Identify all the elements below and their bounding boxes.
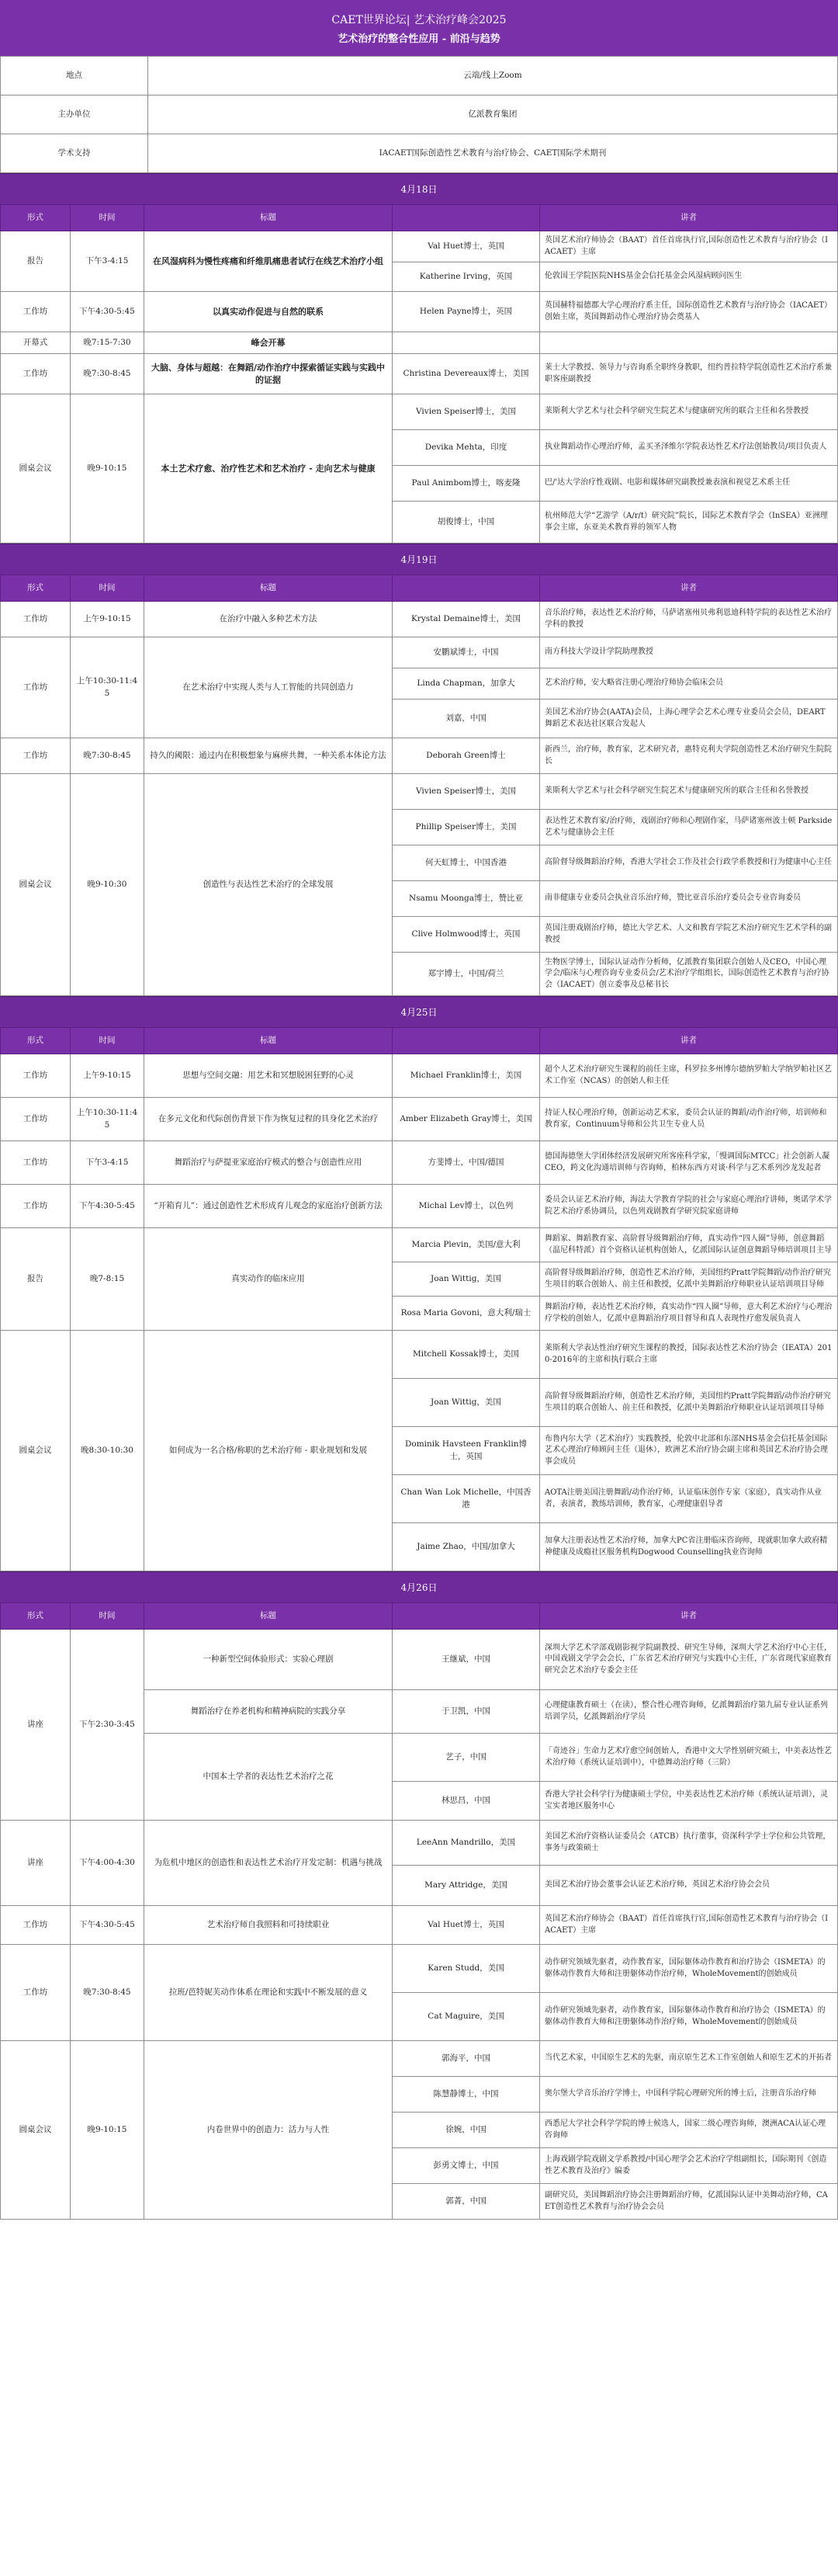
- speaker-bio: 奥尔堡大学音乐治疗学博士，中国科学院心理研究所的博士后，注册音乐治疗师: [540, 2077, 838, 2113]
- speaker-bio: AOTA注册美国注册舞蹈/动作治疗师，认证临床创作专家（家庭），真实动作从业者，表演者，教练培训师，教育家，心理健康倡导者: [540, 1475, 838, 1523]
- page-header: [0, 0, 838, 56]
- session-type: 工作坊: [1, 354, 71, 394]
- speaker-name: 胡俊博士，中国: [393, 502, 540, 543]
- session-type: 工作坊: [1, 1945, 71, 2041]
- info-value: 云端/线上Zoom: [148, 57, 838, 95]
- day-schedule-table: [0, 1602, 838, 2220]
- session-title: 在多元文化和代际创伤背景下作为恢复过程的具身化艺术治疗: [144, 1098, 393, 1141]
- speaker-bio: 高阶督导级舞蹈治疗师，香港大学社会工作及社会行政学系教授和行为健康中心主任: [540, 845, 838, 881]
- speaker-bio: 执业舞蹈动作心理治疗师，孟买圣泽维尔学院表达性艺术疗法创始教员/项目负责人: [540, 430, 838, 466]
- speaker-name: Paul Animbom博士，喀麦隆: [393, 466, 540, 502]
- speaker-name: Vivien Speiser博士，美国: [393, 394, 540, 430]
- speaker-name: 于卫凯，中国: [393, 1690, 540, 1734]
- session-title: “开箱育儿”：通过创造性艺术形成育儿观念的家庭治疗创新方法: [144, 1185, 393, 1228]
- column-header-bio: 讲者: [540, 1028, 838, 1054]
- speaker-name: 方斐博士，中国/德国: [393, 1141, 540, 1185]
- info-row: [1, 134, 838, 173]
- speaker-bio: 英国赫特福德郡大学心理治疗系主任，国际创造性艺术教育与治疗协会（IACAET）创始主席，英国舞蹈动作心理治疗协会奠基人: [540, 292, 838, 332]
- column-header-title: 标题: [144, 1603, 393, 1630]
- session-row: [1, 332, 838, 354]
- column-header-type: 形式: [1, 205, 71, 231]
- column-header-speaker-name: [393, 205, 540, 231]
- session-title: 大脑、身体与超越：在舞蹈/动作治疗中探索循证实践与实践中的证据: [144, 354, 393, 394]
- speaker-name: Linda Chapman，加拿大: [393, 668, 540, 700]
- speaker-name: 陈慧静博士，中国: [393, 2077, 540, 2113]
- speaker-name: Rosa Maria Govoni，意大利/瑞士: [393, 1297, 540, 1331]
- event-info-table: [0, 56, 838, 173]
- speaker-bio: 巴/'达大学治疗性戏剧、电影和媒体研究副教授兼表演和视觉艺术系主任: [540, 466, 838, 502]
- session-row: [1, 1630, 838, 1690]
- day-date-bar: 4月25日: [0, 996, 838, 1027]
- speaker-bio: 杭州师范大学“艺游学（A/r/t）研究院”院长，国际艺术教育学会（InSEA）亚洲理事会主席，东亚美术教育界的领军人物: [540, 502, 838, 543]
- speaker-name: 林思昌，中国: [393, 1782, 540, 1821]
- day-schedule-table: [0, 204, 838, 543]
- speaker-bio: 动作研究领域先驱者，动作教育家，国际躯体动作教育和治疗协会（ISMETA）的躯体动作教育大师和注册躯体动作治疗师，WholeMovement的创始成员: [540, 1993, 838, 2041]
- session-row: [1, 394, 838, 430]
- session-row: [1, 774, 838, 810]
- session-title: 在治疗中融入多种艺术方法: [144, 602, 393, 637]
- speaker-bio: 英国艺术治疗师协会（BAAT）首任首席执行官,国际创造性艺术教育与治疗协会（IACAET）主席: [540, 231, 838, 262]
- speaker-bio: 西悉尼大学社会科学学院的博士候选人，国家二级心理咨询师，澳洲ACA认证心理咨询师: [540, 2113, 838, 2148]
- speaker-name: Jaime Zhao，中国/加拿大: [393, 1523, 540, 1571]
- speaker-bio: 莱斯利大学艺术与社会科学研究生院艺术与健康研究所的联合主任和名誉教授: [540, 394, 838, 430]
- speaker-name: 郑宇博士，中国/荷兰: [393, 953, 540, 996]
- session-time: 晚9-10:30: [71, 774, 144, 996]
- page-subtitle: 艺术治疗的整合性应用 - 前沿与趋势: [338, 33, 500, 45]
- session-title: 真实动作的临床应用: [144, 1228, 393, 1331]
- schedule-days: [0, 173, 838, 2220]
- session-time: 上午10:30-11:45: [71, 637, 144, 738]
- speaker-bio: [540, 332, 838, 354]
- talk-title: 一种新型空间体验形式：实验心理剧: [144, 1630, 393, 1690]
- speaker-bio: 舞蹈治疗师，表达性艺术治疗师，真实动作“四人圈”导师，意大利艺术治疗与心理治疗学校的创始人，亿派中意舞蹈治疗项目督导和真人表现性疗愈发展负责人: [540, 1297, 838, 1331]
- info-value: IACAET国际创造性艺术教育与治疗协会、CAET国际学术期刊: [148, 134, 838, 173]
- session-time: 晚7:30-8:45: [71, 1945, 144, 2041]
- session-time: 上午10:30-11:45: [71, 1098, 144, 1141]
- speaker-name: Val Huet博士，英国: [393, 1906, 540, 1945]
- session-row: [1, 2041, 838, 2077]
- column-header-time: 时间: [71, 1028, 144, 1054]
- speaker-bio: 加拿大注册表达性艺术治疗师，加拿大PC省注册临床咨询师，现就职加拿大政府精神健康及成瘾社区服务机构Dogwood Counselling执业咨询师: [540, 1523, 838, 1571]
- column-header-type: 形式: [1, 1603, 71, 1630]
- session-title: 为危机中地区的创造性和表达性艺术治疗开发定制：机遇与挑战: [144, 1821, 393, 1906]
- session-time: 晚9-10:15: [71, 2041, 144, 2220]
- session-type: 工作坊: [1, 1185, 71, 1228]
- session-title: 持久的阈限：通过内在积极想象与麻痹共舞，一种关系本体论方法: [144, 738, 393, 774]
- speaker-name: Chan Wan Lok Michelle，中国香港: [393, 1475, 540, 1523]
- speaker-name: Deborah Green博士: [393, 738, 540, 774]
- session-type: 工作坊: [1, 738, 71, 774]
- speaker-name: Vivien Speiser博士，美国: [393, 774, 540, 810]
- session-type: 工作坊: [1, 602, 71, 637]
- speaker-name: Nsamu Moonga博士，赞比亚: [393, 881, 540, 917]
- session-type: 工作坊: [1, 1098, 71, 1141]
- speaker-bio: 莱斯利大学表达性治疗研究生课程的教授，国际表达性艺术治疗协会（IEATA）2010-2016年的主席和执行联合主席: [540, 1331, 838, 1379]
- session-time: 晚7:15-7:30: [71, 332, 144, 354]
- session-row: [1, 738, 838, 774]
- speaker-name: Mary Attridge，美国: [393, 1866, 540, 1906]
- speaker-name: Dominik Havsteen Franklin博士，英国: [393, 1427, 540, 1475]
- speaker-bio: 艺术治疗师，安大略省注册心理治疗师协会临床会员: [540, 668, 838, 700]
- speaker-bio: 美国艺术治疗协会董事会认证艺术治疗师，英国艺术治疗协会会员: [540, 1866, 838, 1906]
- session-row: [1, 1098, 838, 1141]
- speaker-bio: 生物医学博士，国际认证动作分析师，亿派教育集团联合创始人及CEO，中国心理学会/临床与心理咨询专业委员会/艺术治疗学组组长，国际创造性艺术教育与治疗协会（IACAET）创立委事及总秘书长: [540, 953, 838, 996]
- speaker-bio: 高阶督导级舞蹈治疗师，创造性艺术治疗师，美国纽约Pratt学院舞蹈/动作治疗研究生项目的联合创始人、前主任和教授，亿派中美舞蹈治疗师职业认证培训项目导师: [540, 1379, 838, 1427]
- session-title: 内卷世界中的创造力：活力与人性: [144, 2041, 393, 2220]
- session-type: 圆桌会议: [1, 394, 71, 543]
- session-title: 在艺术治疗中实现人类与人工智能的共同创造力: [144, 637, 393, 738]
- column-header-time: 时间: [71, 575, 144, 602]
- session-row: [1, 637, 838, 668]
- speaker-name: Helen Payne博士，英国: [393, 292, 540, 332]
- speaker-bio: 香港大学社会科学行为健康硕士学位，中美表达性艺术治疗师（系统认证培训），灵宝实者地区服务中心: [540, 1782, 838, 1821]
- speaker-bio: 舞蹈家、舞蹈教育家、高阶督导级舞蹈治疗师，真实动作“四人圈”导师，创意舞蹈（温尼科特派）首个资格认证机构创始人，亿派国际认证创意舞蹈导师培训项目主导: [540, 1228, 838, 1262]
- speaker-name: Krystal Demaine博士，美国: [393, 602, 540, 637]
- column-header-time: 时间: [71, 205, 144, 231]
- session-type: 工作坊: [1, 1906, 71, 1945]
- speaker-bio: 持证人权心理治疗师，创新运动艺术家，委员会认证的舞蹈/动作治疗师，培训师和教育家，Continuum导师和公共卫生专业人员: [540, 1098, 838, 1141]
- session-type: 工作坊: [1, 1141, 71, 1185]
- speaker-name: Michael Franklin博士，美国: [393, 1054, 540, 1098]
- column-header-speaker-name: [393, 1603, 540, 1630]
- session-type: 讲座: [1, 1821, 71, 1906]
- session-type: 圆桌会议: [1, 2041, 71, 2220]
- session-time: 下午4:30-5:45: [71, 1185, 144, 1228]
- column-header-title: 标题: [144, 1028, 393, 1054]
- session-type: 工作坊: [1, 637, 71, 738]
- column-header-type: 形式: [1, 575, 71, 602]
- session-row: [1, 1141, 838, 1185]
- speaker-bio: 音乐治疗师，表达性艺术治疗师，马萨诸塞州贝弗利恩迪科特学院的表达性艺术治疗学科的教授: [540, 602, 838, 637]
- speaker-bio: 伦敦国王学院医院NHS基金会信托基金会风湿病顾问医生: [540, 262, 838, 292]
- speaker-bio: 副研究员，美国舞蹈治疗协会注册舞蹈治疗师，亿派国际认证中美舞动治疗师，CAET创造性艺术教育与治疗协会会员: [540, 2184, 838, 2220]
- speaker-name: Val Huet博士，英国: [393, 231, 540, 262]
- speaker-bio: 心理健康教育硕士（在读），整合性心理咨询师，亿派舞蹈治疗第九届专业认证系列培训学员，亿派舞蹈治疗学员: [540, 1690, 838, 1734]
- session-title: 思想与空间交融：用艺术和冥想脱困狂野的心灵: [144, 1054, 393, 1098]
- speaker-name: 郭菁，中国: [393, 2184, 540, 2220]
- info-label: 学术支持: [1, 134, 148, 173]
- session-title: 创造性与表达性艺术治疗的全球发展: [144, 774, 393, 996]
- speaker-name: 郭海平，中国: [393, 2041, 540, 2077]
- speaker-name: Michal Lev博士，以色列: [393, 1185, 540, 1228]
- speaker-bio: 新西兰，治疗师，教育家，艺术研究者，惠特克利夫学院创造性艺术治疗研究生院院长: [540, 738, 838, 774]
- column-header-speaker-name: [393, 1028, 540, 1054]
- speaker-name: Christina Devereaux博士，美国: [393, 354, 540, 394]
- session-time: 下午3-4:15: [71, 231, 144, 292]
- session-time: 下午4:30-5:45: [71, 1906, 144, 1945]
- session-title: 如何成为一名合格/称职的艺术治疗师 - 职业规划和发展: [144, 1331, 393, 1571]
- session-row: [1, 1054, 838, 1098]
- speaker-name: Joan Wittig，美国: [393, 1379, 540, 1427]
- session-title: 以真实动作促进与自然的联系: [144, 292, 393, 332]
- session-type: 开幕式: [1, 332, 71, 354]
- session-row: [1, 1331, 838, 1379]
- info-row: [1, 95, 838, 134]
- session-time: 下午3-4:15: [71, 1141, 144, 1185]
- session-time: 晚8:30-10:30: [71, 1331, 144, 1571]
- speaker-bio: 德国海德堡大学团体经济发展研究所客座科学家，「慢调国际MTCC」社会创新人凝CEO，跨文化沟通培训师与咨询师，柏林东西方对谈·科学与艺术系列沙龙发起者: [540, 1141, 838, 1185]
- column-header-bio: 讲者: [540, 575, 838, 602]
- info-row: [1, 57, 838, 95]
- table-header-row: [1, 205, 838, 231]
- session-title: 峰会开幕: [144, 332, 393, 354]
- session-row: [1, 1821, 838, 1866]
- speaker-name: Mitchell Kossak博士，美国: [393, 1331, 540, 1379]
- speaker-bio: 南非健康专业委员会执业音乐治疗师，赞比亚音乐治疗委员会专业咨询委员: [540, 881, 838, 917]
- session-row: [1, 354, 838, 394]
- session-title: 艺术治疗师自我照料和可持续职业: [144, 1906, 393, 1945]
- speaker-bio: 表达性艺术教育家/治疗师，戏剧治疗师和心理剧作家，马萨诸塞州波士顿 Parkside艺术与健康协会主任: [540, 810, 838, 845]
- speaker-bio: 超个人艺术治疗研究生课程的前任主席，科罗拉多州博尔德纳罗帕大学纳罗帕社区艺术工作室（NCAS）的创始人和主任: [540, 1054, 838, 1098]
- session-title: 本土艺术疗愈、治疗性艺术和艺术治疗 - 走向艺术与健康: [144, 394, 393, 543]
- session-row: [1, 1906, 838, 1945]
- column-header-speaker-name: [393, 575, 540, 602]
- speaker-bio: 高阶督导级舞蹈治疗师，创造性艺术治疗师，美国纽约Pratt学院舞蹈/动作治疗研究生项目的联合创始人、前主任和教授，亿派中美舞蹈治疗师职业认证培训项目导师: [540, 1262, 838, 1297]
- speaker-bio: 美国艺术治疗资格认证委员会（ATCB）执行董事，资深科学学士学位和公共管理，事务与政策硕士: [540, 1821, 838, 1866]
- table-header-row: [1, 1603, 838, 1630]
- session-type: 圆桌会议: [1, 774, 71, 996]
- day-date-bar: 4月18日: [0, 173, 838, 204]
- column-header-bio: 讲者: [540, 1603, 838, 1630]
- session-row: [1, 1945, 838, 1993]
- session-row: [1, 602, 838, 637]
- session-row: [1, 231, 838, 262]
- speaker-name: Cat Maguire，美国: [393, 1993, 540, 2041]
- speaker-name: 刘嘉，中国: [393, 700, 540, 738]
- speaker-bio: 美国艺术治疗协会(AATA)会员，上海心理学会艺术心理专业委员会会员，DEART舞蹈艺术表达社区联合发起人: [540, 700, 838, 738]
- column-header-title: 标题: [144, 205, 393, 231]
- column-header-title: 标题: [144, 575, 393, 602]
- speaker-bio: 南方科技大学设计学院助理教授: [540, 637, 838, 668]
- speaker-name: 何天虹博士，中国香港: [393, 845, 540, 881]
- speaker-name: [393, 332, 540, 354]
- session-time: 晚7:30-8:45: [71, 738, 144, 774]
- session-type: 圆桌会议: [1, 1331, 71, 1571]
- speaker-name: LeeAnn Mandrillo，美国: [393, 1821, 540, 1866]
- session-title: 在风湿病科为慢性疼痛和纤维肌痛患者试行在线艺术治疗小组: [144, 231, 393, 292]
- speaker-name: 艺子，中国: [393, 1734, 540, 1782]
- session-row: [1, 1185, 838, 1228]
- speaker-bio: 动作研究领域先驱者，动作教育家，国际躯体动作教育和治疗协会（ISMETA）的躯体动作教育大师和注册躯体动作治疗师，WholeMovement的创始成员: [540, 1945, 838, 1993]
- speaker-name: 徐婉，中国: [393, 2113, 540, 2148]
- speaker-bio: 委员会认证艺术治疗师，海法大学教育学院的社会与家庭心理治疗讲师，奥诺学术学院艺术治疗系协调员，以色列戏剧教育学研究院家庭讲师: [540, 1185, 838, 1228]
- day-schedule-table: [0, 575, 838, 996]
- talk-title: 舞蹈治疗在养老机构和精神病院的实践分享: [144, 1690, 393, 1734]
- speaker-name: Joan Wittig，美国: [393, 1262, 540, 1297]
- column-header-bio: 讲者: [540, 205, 838, 231]
- speaker-bio: 「奇迹谷」生命力艺术疗愈空间创始人，香港中文大学性别研究硕士，中美表达性艺术治疗师（系统认证培训中），中德舞动治疗师（三阶）: [540, 1734, 838, 1782]
- speaker-bio: 上海戏剧学院戏剧文学系教授/中国心理学会艺术治疗学组副组长，国际期刊《创造性艺术教育及治疗》编委: [540, 2148, 838, 2184]
- speaker-name: 彭勇文博士，中国: [393, 2148, 540, 2184]
- info-label: 地点: [1, 57, 148, 95]
- speaker-bio: 布鲁内尔大学（艺术治疗）实践教授，伦敦中北部和东部NHS基金会信托基金国际艺术心理治疗师顾问主任（退休），欧洲艺术治疗协会副主席和英国艺术治疗协会理事会成员: [540, 1427, 838, 1475]
- day-date-bar: 4月19日: [0, 543, 838, 575]
- speaker-name: Devika Mehta，印度: [393, 430, 540, 466]
- info-label: 主办单位: [1, 95, 148, 134]
- speaker-name: Katherine Irving，英国: [393, 262, 540, 292]
- table-header-row: [1, 575, 838, 602]
- column-header-time: 时间: [71, 1603, 144, 1630]
- session-time: 晚7-8:15: [71, 1228, 144, 1331]
- speaker-bio: 当代艺术家，中国原生艺术的先驱，南京原生艺术工作室创始人和原生艺术的开拓者: [540, 2041, 838, 2077]
- speaker-bio: 英国艺术治疗师协会（BAAT）首任首席执行官,国际创造性艺术教育与治疗协会（IACAET）主席: [540, 1906, 838, 1945]
- page-title: CAET世界论坛| 艺术治疗峰会2025: [331, 13, 507, 26]
- talk-title: 中国本土学者的表达性艺术治疗之花: [144, 1734, 393, 1821]
- day-date-bar: 4月26日: [0, 1571, 838, 1602]
- speaker-name: Clive Holmwood博士，英国: [393, 917, 540, 953]
- day-schedule-table: [0, 1027, 838, 1571]
- speaker-name: Phillip Speiser博士，美国: [393, 810, 540, 845]
- session-type: 工作坊: [1, 1054, 71, 1098]
- speaker-name: Marcia Plevin，美国/意大利: [393, 1228, 540, 1262]
- speaker-bio: 莱斯利大学艺术与社会科学研究生院艺术与健康研究所的联合主任和名誉教授: [540, 774, 838, 810]
- speaker-name: 安鹏斌博士，中国: [393, 637, 540, 668]
- session-title: 拉班/芭特妮芙动作体系在理论和实践中不断发展的意义: [144, 1945, 393, 2041]
- session-title: 舞蹈治疗与萨提亚家庭治疗模式的整合与创造性应用: [144, 1141, 393, 1185]
- session-type: 报告: [1, 231, 71, 292]
- session-time: 下午4:00-4:30: [71, 1821, 144, 1906]
- speaker-name: 王继斌，中国: [393, 1630, 540, 1690]
- speaker-name: Amber Elizabeth Gray博士，美国: [393, 1098, 540, 1141]
- session-time: 下午4:30-5:45: [71, 292, 144, 332]
- session-type: 讲座: [1, 1630, 71, 1821]
- speaker-name: Karen Studd，美国: [393, 1945, 540, 1993]
- session-type: 工作坊: [1, 292, 71, 332]
- table-header-row: [1, 1028, 838, 1054]
- session-time: 下午2:30-3:45: [71, 1630, 144, 1821]
- speaker-bio: 莱士大学教授、领导力与咨询系全职终身教职，纽约普拉特学院创造性艺术治疗系兼职客座副教授: [540, 354, 838, 394]
- speaker-bio: 英国注册戏剧治疗师，德比大学艺术、人文和教育学院艺术治疗研究生艺术学科的副教授: [540, 917, 838, 953]
- session-time: 上午9-10:15: [71, 1054, 144, 1098]
- session-row: [1, 292, 838, 332]
- session-time: 晚7:30-8:45: [71, 354, 144, 394]
- speaker-bio: 深圳大学艺术学部戏剧影视学院副教授、研究生导师，深圳大学艺术治疗中心主任，中国戏剧文学学会会长，广东省艺术治疗研究与实践中心主任，广东省现代家庭教育研究会艺术治疗专委会主任: [540, 1630, 838, 1690]
- column-header-type: 形式: [1, 1028, 71, 1054]
- session-type: 报告: [1, 1228, 71, 1331]
- session-time: 晚9-10:15: [71, 394, 144, 543]
- info-value: 亿派教育集团: [148, 95, 838, 134]
- session-time: 上午9-10:15: [71, 602, 144, 637]
- session-row: [1, 1228, 838, 1262]
